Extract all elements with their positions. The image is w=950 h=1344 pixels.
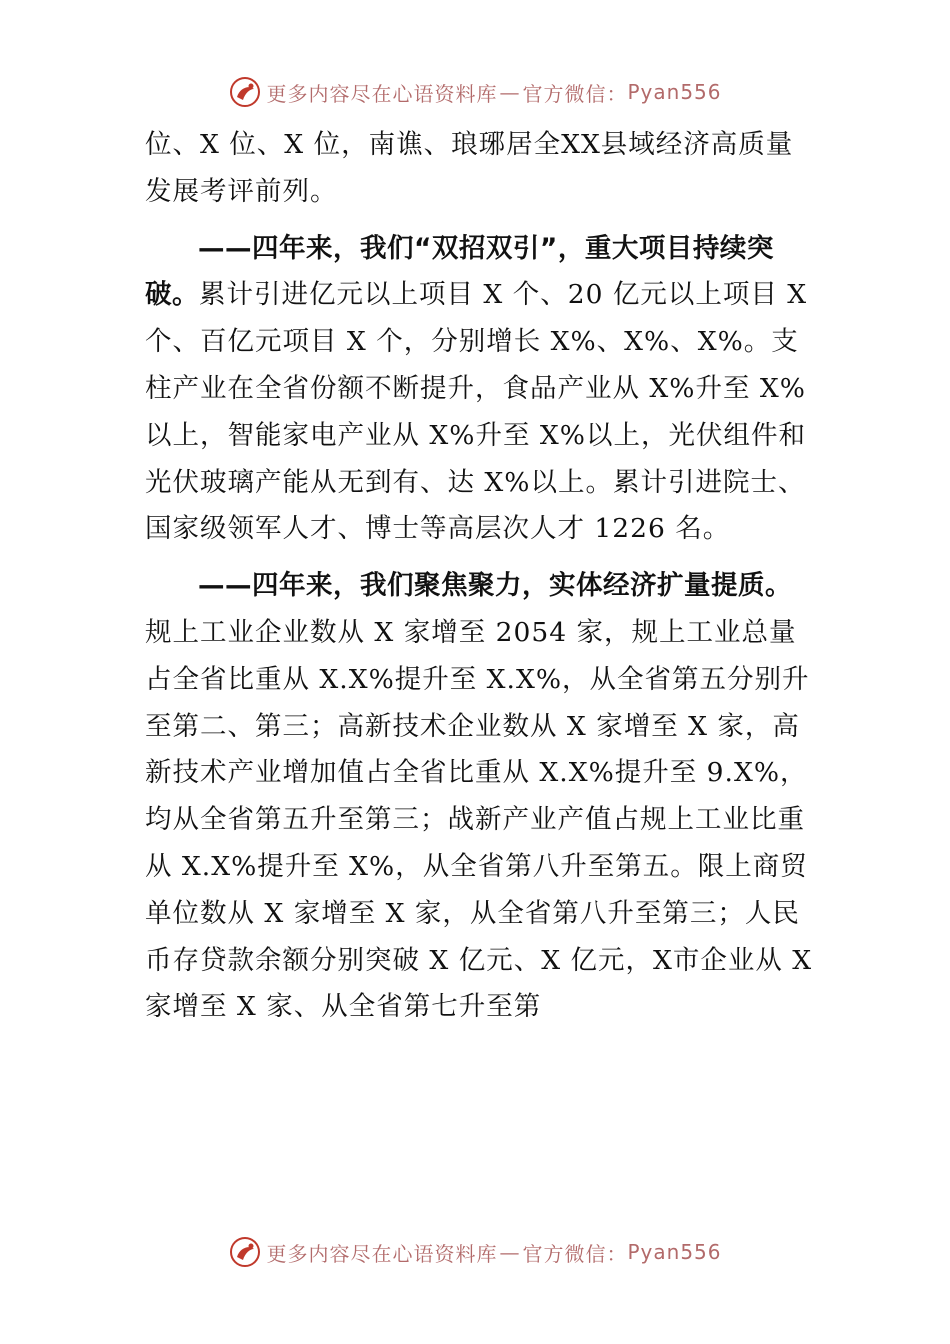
document-body: [145, 122, 815, 1031]
header-watermark-separator: —: [499, 80, 521, 104]
header-contact-id: Pyan556: [627, 80, 722, 104]
continuation-text: 位、X 位、X 位，南谯、琅琊居全XX县域经济高质量发展考评前列。: [145, 129, 794, 207]
paragraph-projects-text: 累计引进亿元以上项目 X 个、20 亿元以上项目 X 个、百亿元项目 X 个，分别增长 X%、X%、X%。支柱产业在全省份额不断提升，食品产业从 X%升至 X%以上，智能家电产业从 X%升至 X%以上，光伏组件和光伏玻璃产能从无到有、达 X%以上。累计引进院士、国家级领军人才、博士等高层次人才 1226 名。: [145, 279, 808, 545]
paragraph-economy: [145, 563, 815, 1031]
footer-watermark: [0, 1232, 950, 1272]
footer-watermark-text: 更多内容尽在心语资料库: [266, 1241, 498, 1266]
brand-logo-icon: [228, 1235, 262, 1269]
footer-contact-id: Pyan556: [627, 1240, 722, 1264]
paragraph-projects: [145, 226, 815, 554]
footer-watermark-separator: —: [499, 1240, 521, 1264]
brand-logo-icon: [228, 75, 262, 109]
header-watermark-text: 更多内容尽在心语资料库: [266, 81, 498, 106]
paragraph-economy-heading: ——四年来，我们聚焦聚力，实体经济扩量提质。: [198, 570, 792, 602]
paragraph-projects-heading: ——四年来，我们“双招双引”，重大项目持续突破。: [145, 232, 774, 311]
footer-contact-label: 官方微信：: [522, 1241, 628, 1266]
header-contact-label: 官方微信：: [522, 81, 628, 106]
paragraph-economy-text: 规上工业企业数从 X 家增至 2054 家，规上工业总量占全省比重从 X.X%提升至 X.X%，从全省第五分别升至第二、第三；高新技术企业数从 X 家增至 X 家，高新技术产业增加值占全省比重从 X.X%提升至 9.X%，均从全省第五升至第三；战新产业产值占规上工业比重从 X.X%提升至 X%，从全省第八升至第五。限上商贸单位数从 X 家增至 X 家，从全省第八升至第三；人民币存贷款余额分别突破 X 亿元、X 亿元，X市企业从 X 家增至 X 家、从全省第七升至第: [145, 616, 813, 1023]
header-watermark: [0, 72, 950, 112]
